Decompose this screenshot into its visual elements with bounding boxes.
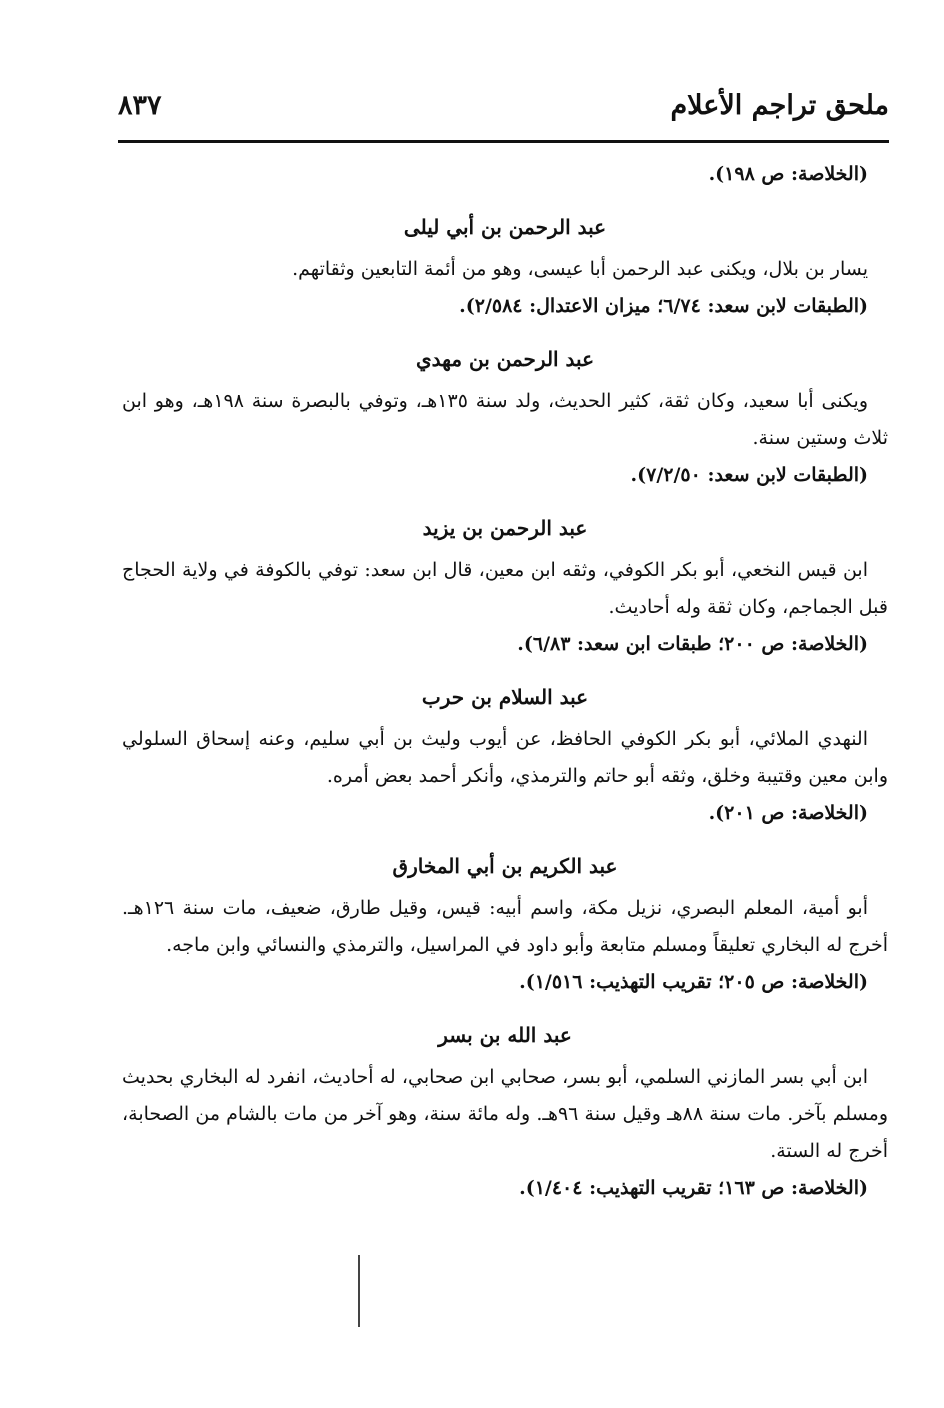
entry-body: ابن قيس النخعي، أبو بكر الكوفي، وثقه ابن معين، قال ابن سعد: توفي بالكوفة في ولاية الحجاج قبل الجماجم، وكان ثقة وله أحاديث. <box>122 559 888 618</box>
page-number: ٨٣٧ <box>118 90 162 121</box>
scan-artifact-line <box>358 1255 360 1327</box>
entry-source: (الخلاصة: ص ٢٠٥؛ تقريب التهذيب: ١/٥١٦). <box>519 971 868 993</box>
entry-source: (الخلاصة: ص ٢٠١). <box>708 802 868 824</box>
entry-body: أبو أمية، المعلم البصري، نزيل مكة، واسم أبيه: قيس، وقيل طارق، ضعيف، مات سنة ١٢٦هـ. أخرج له البخاري تعليقاً ومسلم متابعة وأبو داود في المراسيل، والترمذي والنسائي وابن ماجه. <box>122 897 888 956</box>
entry-source: (الخلاصة: ص ٢٠٠؛ طبقات ابن سعد: ٦/٨٣). <box>517 633 868 655</box>
entry-abd-al-karim-ibn-abi-al-mukhariq <box>122 852 888 1001</box>
entry-body: ويكنى أبا سعيد، وكان ثقة، كثير الحديث، ولد سنة ١٣٥هـ، وتوفي بالبصرة سنة ١٩٨هـ، وهو ابن ثلاث وستين سنة. <box>122 390 888 449</box>
running-head: ملحق تراجم الأعلام <box>670 90 889 121</box>
entry-abd-allah-ibn-busr <box>122 1021 888 1207</box>
top-source-citation: (الخلاصة: ص ١٩٨). <box>708 163 868 185</box>
entry-abd-al-rahman-ibn-yazid <box>122 514 888 663</box>
page-header <box>118 88 889 143</box>
entry-source: (الطبقات لابن سعد: ٧/٢/٥٠). <box>630 464 868 486</box>
entry-title: عبد الكريم بن أبي المخارق <box>392 854 618 878</box>
entry-title: عبد السلام بن حرب <box>421 685 589 709</box>
entry-title: عبد الرحمن بن مهدي <box>415 347 595 371</box>
entry-body: يسار بن بلال، ويكنى عبد الرحمن أبا عيسى، وهو من أئمة التابعين وثقاتهم. <box>292 258 868 280</box>
entry-title: عبد الرحمن بن يزيد <box>422 516 588 540</box>
entry-source: (الخلاصة: ص ١٦٣؛ تقريب التهذيب: ١/٤٠٤). <box>519 1177 868 1199</box>
entry-title: عبد الله بن بسر <box>438 1023 572 1047</box>
entry-abd-al-salam-ibn-harb <box>122 683 888 832</box>
entry-title: عبد الرحمن بن أبي ليلى <box>403 215 607 239</box>
entry-abd-al-rahman-ibn-mahdi <box>122 345 888 494</box>
entry-body: ابن أبي بسر المازني السلمي، أبو بسر، صحابي ابن صحابي، له أحاديث، انفرد له البخاري بحديث ومسلم بآخر. مات سنة ٨٨هـ وقيل سنة ٩٦هـ. وله مائة سنة، وهو آخر من مات بالشام من الصحابة، أخرج له الستة. <box>122 1066 888 1162</box>
page-content <box>122 156 888 1207</box>
entry-body: النهدي الملائي، أبو بكر الكوفي الحافظ، عن أيوب وليث بن أبي سليم، وعنه إسحاق السلولي وابن معين وقتيبة وخلق، وثقه أبو حاتم والترمذي، وأنكر أحمد بعض أمره. <box>122 728 888 787</box>
entry-abd-al-rahman-ibn-abi-layla <box>122 213 888 325</box>
entry-source: (الطبقات لابن سعد: ٦/٧٤؛ ميزان الاعتدال: ٢/٥٨٤). <box>459 295 868 317</box>
